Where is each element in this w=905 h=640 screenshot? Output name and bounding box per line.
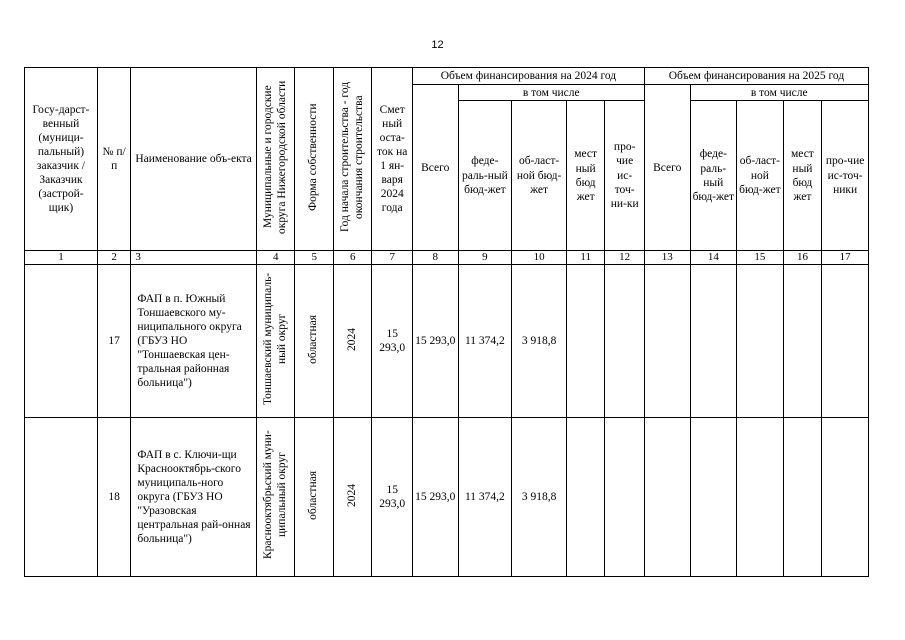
col-number: 8 [412, 251, 458, 265]
col-number: 7 [372, 251, 413, 265]
header-regional-2025: об-ласт-ной бюд-жет [737, 101, 784, 251]
header-including-2024: в том числе [458, 85, 644, 101]
cell-district: Тоншаевский муниципаль-ный округ [256, 265, 294, 418]
cell-regional-2024: 3 918,8 [512, 265, 567, 418]
header-regional-2024: об-ласт-ной бюд-жет [512, 101, 567, 251]
cell-federal-2024: 11 374,2 [458, 418, 512, 577]
cell-federal-2025 [690, 418, 737, 577]
cell-other-2024 [605, 418, 645, 577]
cell-district: Краснооктябрьский муни-ципальный округ [256, 418, 294, 577]
header-object-name: Наименование объ-екта [131, 68, 257, 251]
cell-object-name: ФАП в с. Ключи-щи Краснооктябрь-ского муниципаль-ного округа (ГБУЗ НО "Уразовская центральная рай-онная больница") [131, 418, 257, 577]
cell-regional-2024: 3 918,8 [512, 418, 567, 577]
table-row [25, 265, 869, 418]
col-number: 10 [512, 251, 567, 265]
cell-years: 2024 [333, 418, 371, 577]
header-district: Муниципальные и городские округа Нижегородской области [256, 68, 294, 251]
header-other-2024: про-чие ис-точ-ни-ки [605, 101, 645, 251]
cell-total-2024: 15 293,0 [412, 265, 458, 418]
cell-ownership: областная [295, 418, 333, 577]
header-estimate: Смет ный оста-ток на 1 ян-варя 2024 года [372, 68, 413, 251]
col-number: 2 [97, 251, 130, 265]
cell-regional-2025 [737, 265, 784, 418]
cell-total-2025 [644, 265, 690, 418]
cell-number: 18 [97, 418, 130, 577]
cell-other-2025 [822, 265, 869, 418]
col-number: 4 [256, 251, 294, 265]
header-federal-2024: феде-раль-ный бюд-жет [458, 101, 512, 251]
header-customer: Госу-дарст-венный (муници-пальный) заказчик / Заказчик (застрой-щик) [25, 68, 98, 251]
col-number: 12 [605, 251, 645, 265]
header-financing-2024: Объем финансирования на 2024 год [412, 68, 644, 85]
col-number: 1 [25, 251, 98, 265]
header-other-2025: про-чие ис-точ-ники [822, 101, 869, 251]
header-ownership: Форма собственности [295, 68, 333, 251]
column-numbers-row [25, 251, 869, 265]
cell-regional-2025 [737, 418, 784, 577]
col-number: 3 [131, 251, 257, 265]
cell-total-2024: 15 293,0 [412, 418, 458, 577]
col-number: 14 [690, 251, 737, 265]
cell-local-2024 [566, 265, 604, 418]
header-years: Год начала строительства - год окончания строительства [333, 68, 371, 251]
table-row [25, 418, 869, 577]
col-number: 9 [458, 251, 512, 265]
cell-customer [25, 265, 98, 418]
page-number: 12 [431, 39, 444, 51]
col-number: 5 [295, 251, 333, 265]
header-total-2025: Всего [644, 85, 690, 251]
cell-object-name: ФАП в п. Южный Тоншаевского му-ниципального округа (ГБУЗ НО "Тоншаевская цен-тральная районная больница") [131, 265, 257, 418]
cell-federal-2024: 11 374,2 [458, 265, 512, 418]
header-financing-2025: Объем финансирования на 2025 год [644, 68, 868, 85]
cell-number: 17 [97, 265, 130, 418]
cell-local-2025 [783, 265, 821, 418]
cell-estimate: 15 293,0 [372, 418, 413, 577]
header-federal-2025: феде-раль-ный бюд-жет [690, 101, 737, 251]
cell-federal-2025 [690, 265, 737, 418]
col-number: 15 [737, 251, 784, 265]
header-number: № п/п [97, 68, 130, 251]
header-local-2025: мест ный бюд жет [783, 101, 821, 251]
col-number: 6 [333, 251, 371, 265]
header-including-2025: в том числе [690, 85, 868, 101]
col-number: 16 [783, 251, 821, 265]
cell-local-2024 [566, 418, 604, 577]
cell-other-2025 [822, 418, 869, 577]
cell-ownership: областная [295, 265, 333, 418]
cell-local-2025 [783, 418, 821, 577]
cell-estimate: 15 293,0 [372, 265, 413, 418]
financing-table [24, 67, 869, 577]
header-total-2024: Всего [412, 85, 458, 251]
col-number: 13 [644, 251, 690, 265]
col-number: 11 [566, 251, 604, 265]
col-number: 17 [822, 251, 869, 265]
cell-other-2024 [605, 265, 645, 418]
cell-years: 2024 [333, 265, 371, 418]
cell-customer [25, 418, 98, 577]
header-local-2024: мест ный бюд жет [566, 101, 604, 251]
cell-total-2025 [644, 418, 690, 577]
